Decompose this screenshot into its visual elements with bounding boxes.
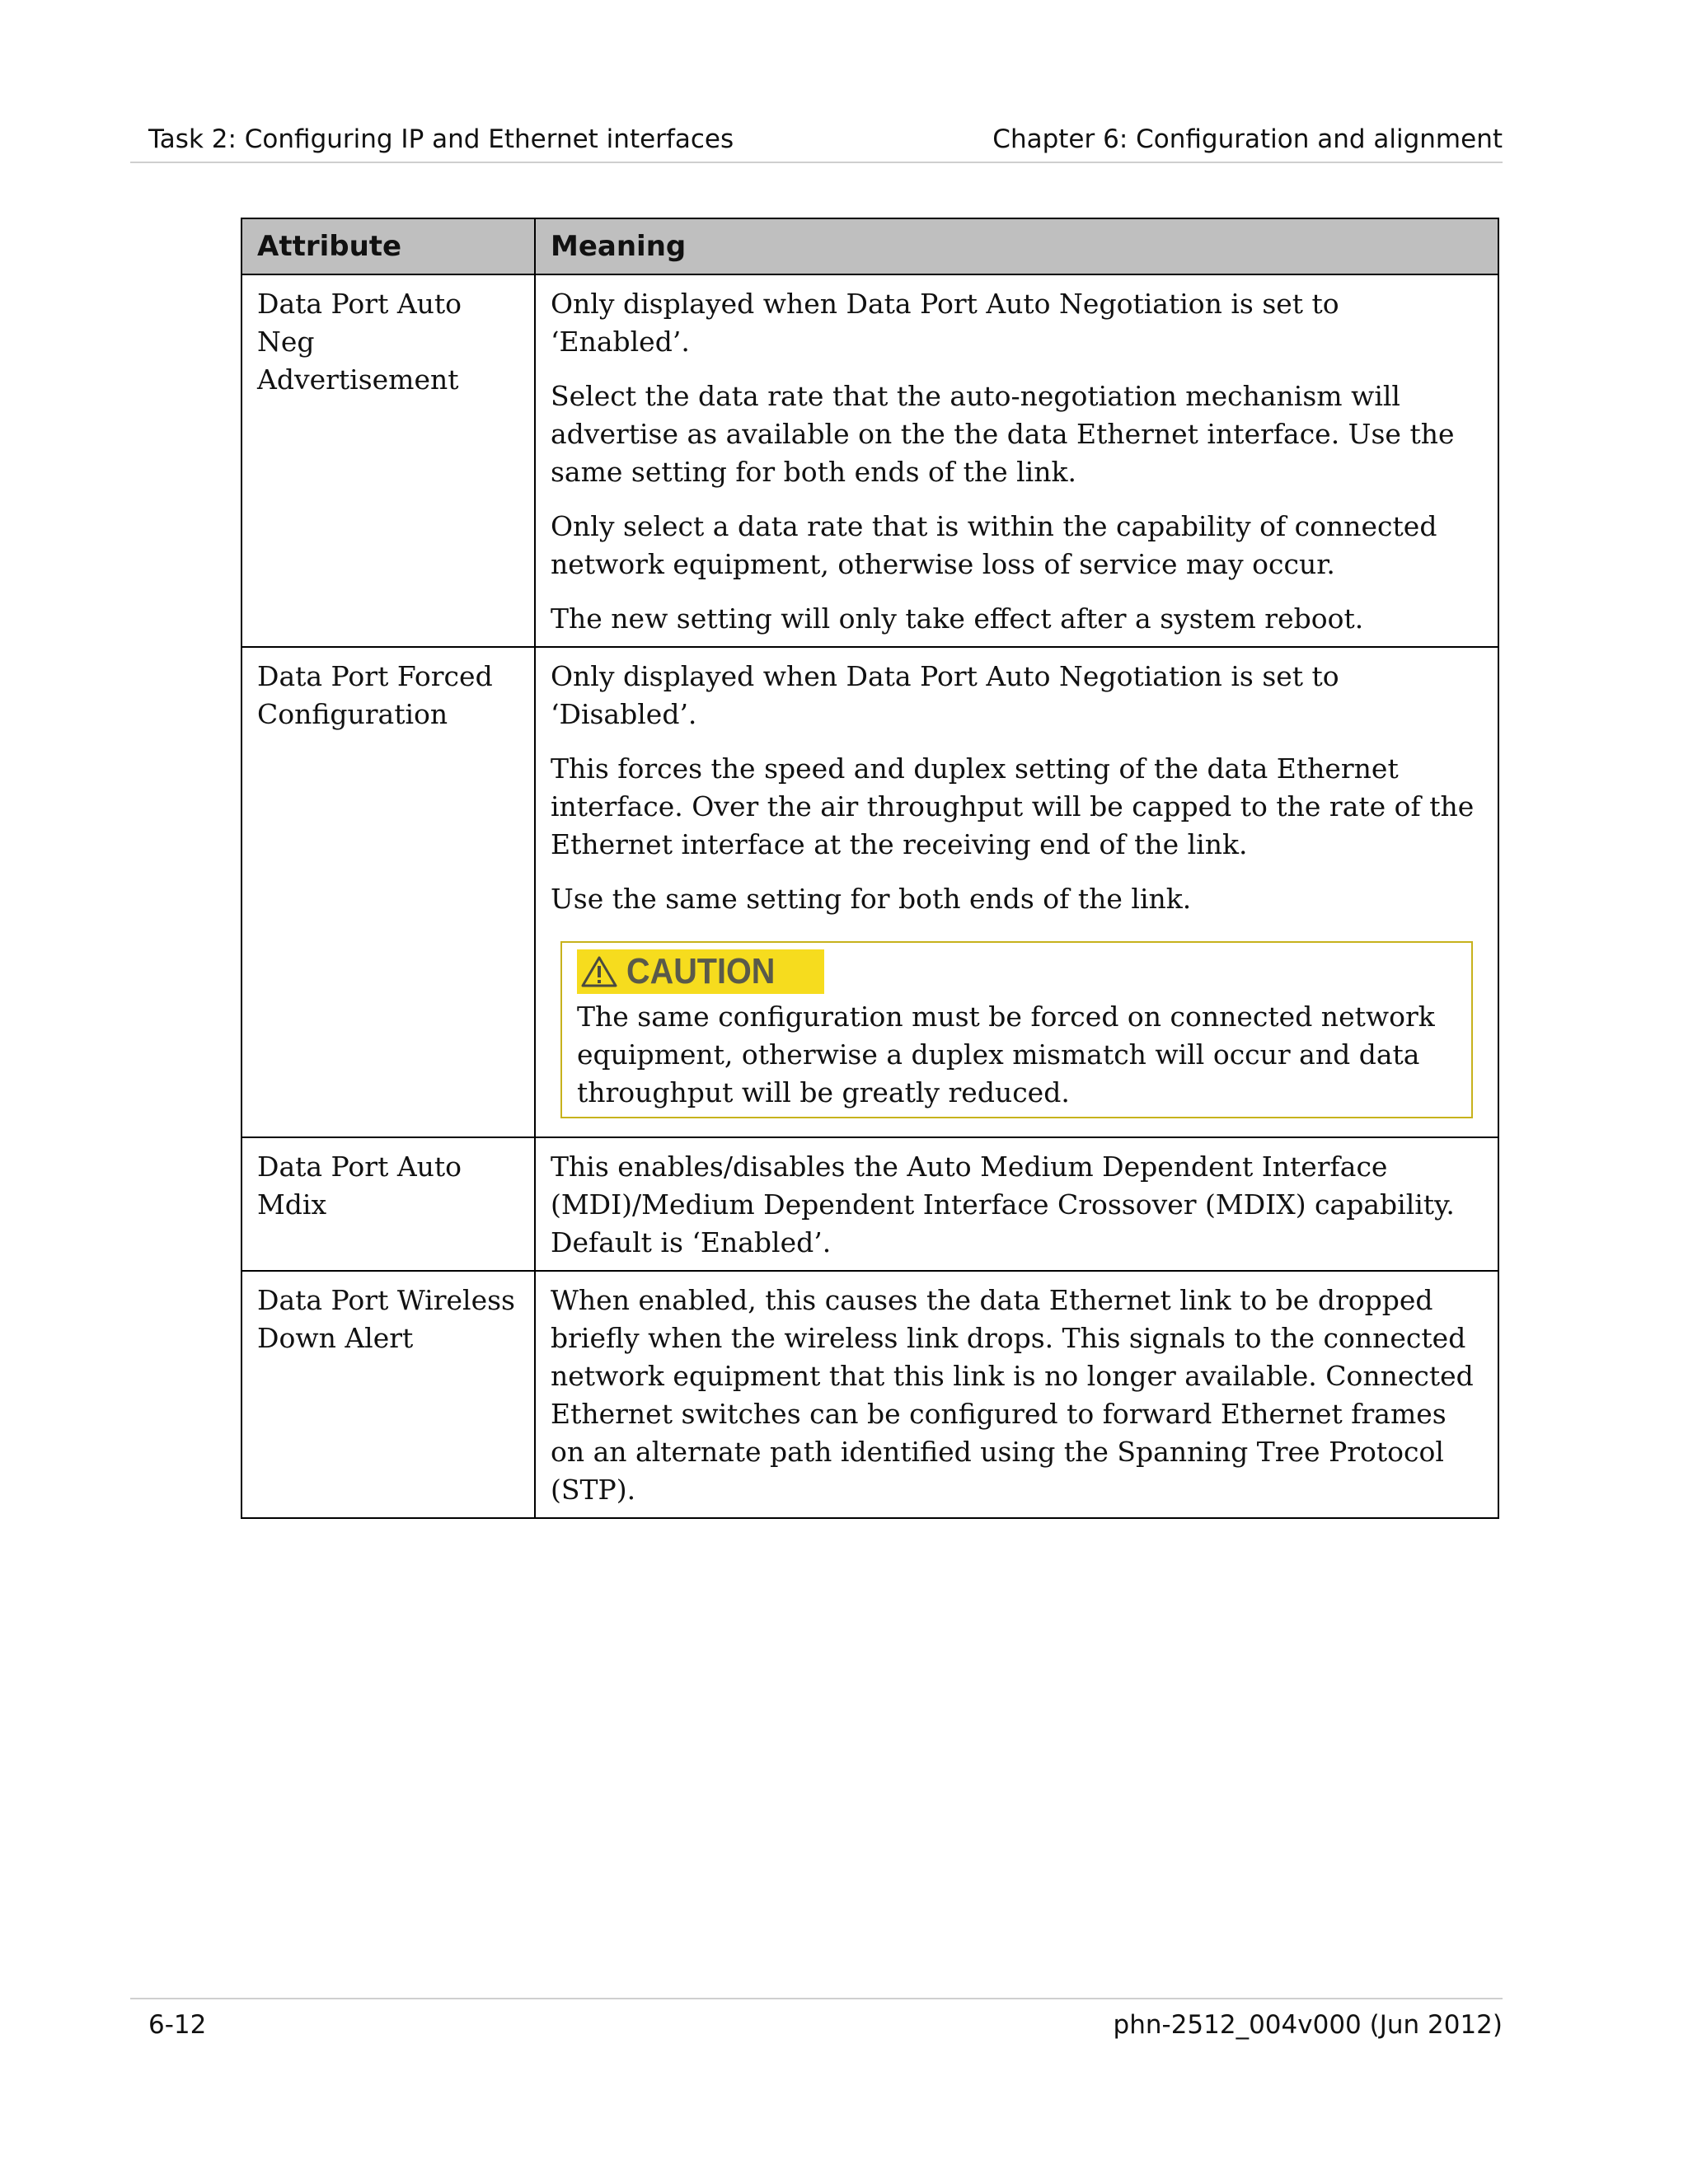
meaning-paragraph: This enables/disables the Auto Medium Dependent Interface (MDI)/Medium Dependent Interface Crossover (MDIX) capability. Default is ‘Enabled’.	[551, 1151, 1455, 1258]
meaning-cell	[535, 274, 1498, 647]
footer-divider	[130, 1998, 1503, 1999]
attribute-cell: Data Port Auto Mdix	[241, 1137, 535, 1271]
attribute-cell: Data Port Auto Neg Advertisement	[241, 274, 535, 647]
attribute-table	[241, 218, 1499, 1519]
column-header-meaning: Meaning	[535, 218, 1498, 274]
meaning-paragraph: Only displayed when Data Port Auto Negotiation is set to ‘Enabled’.	[551, 288, 1339, 358]
warning-triangle-icon	[580, 955, 618, 988]
document-id: phn-2512_004v000 (Jun 2012)	[1113, 2010, 1503, 2040]
meaning-paragraph: Select the data rate that the auto-negotiation mechanism will advertise as available on the the data Ethernet interface. Use the same setting for both ends of the link.	[551, 380, 1455, 488]
table-header-row	[241, 218, 1498, 274]
page-footer	[130, 2008, 1503, 2042]
meaning-paragraph: Only select a data rate that is within the capability of connected network equipment, otherwise loss of service may occur.	[551, 510, 1437, 580]
meaning-paragraph: Only displayed when Data Port Auto Negotiation is set to ‘Disabled’.	[551, 660, 1339, 730]
meaning-cell	[535, 647, 1498, 1137]
header-chapter-title: Chapter 6: Configuration and alignment	[992, 124, 1503, 154]
attribute-cell: Data Port Wireless Down Alert	[241, 1271, 535, 1518]
page-header	[130, 122, 1503, 157]
table-row	[241, 1271, 1498, 1518]
caution-text: The same configuration must be forced on connected network equipment, otherwise a duplex mismatch will occur and data throughput will be greatly reduced.	[577, 1001, 1435, 1108]
meaning-cell	[535, 1137, 1498, 1271]
meaning-paragraph: The new setting will only take effect after a system reboot.	[551, 602, 1364, 635]
header-section-title: Task 2: Configuring IP and Ethernet interfaces	[148, 124, 734, 154]
caution-box	[560, 941, 1473, 1118]
meaning-paragraph: When enabled, this causes the data Ethernet link to be dropped briefly when the wireless link drops. This signals to the connected network equipment that this link is no longer available. Connected Ethernet switches can be configured to forward Ethernet frames on an alternate path identified using the Spanning Tree Protocol (STP).	[551, 1284, 1474, 1506]
column-header-attribute: Attribute	[241, 218, 535, 274]
header-divider	[130, 162, 1503, 163]
meaning-cell	[535, 1271, 1498, 1518]
page-number: 6-12	[148, 2010, 207, 2040]
caution-label: CAUTION	[626, 951, 776, 991]
attribute-cell: Data Port Forced Configuration	[241, 647, 535, 1137]
table-row	[241, 274, 1498, 647]
caution-banner	[577, 949, 824, 994]
meaning-paragraph: Use the same setting for both ends of the link.	[551, 883, 1192, 915]
table-row	[241, 647, 1498, 1137]
meaning-paragraph: This forces the speed and duplex setting of the data Ethernet interface. Over the air throughput will be capped to the rate of the Ethernet interface at the receiving end of the link.	[551, 752, 1475, 860]
table-row	[241, 1137, 1498, 1271]
